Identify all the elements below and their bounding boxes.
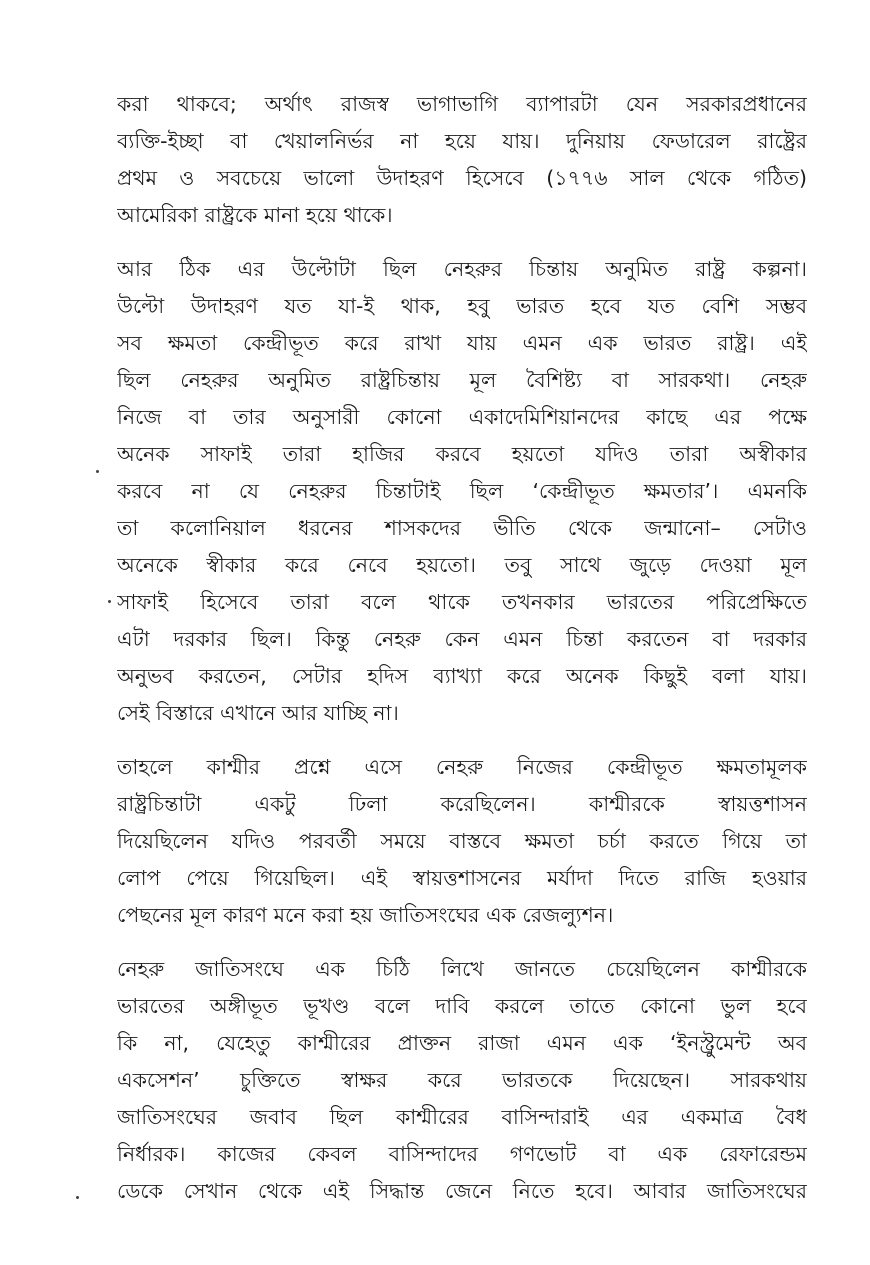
text-line: ভারতের অঙ্গীভূত ভূখণ্ড বলে দাবি করলে তাতে কোনো ভুল হবে: [117, 994, 807, 1018]
text-line: অনেক সাফাই তারা হাজির করবে হয়তো যদিও তারা অস্বীকার: [117, 442, 807, 466]
scan-speck: [108, 600, 111, 603]
text-line: তা কলোনিয়াল ধরনের শাসকদের ভীতি থেকে জন্মানো– সেটাও: [117, 516, 807, 540]
text-line: নিজে বা তার অনুসারী কোনো একাদেমিশিয়ানদের কাছে এর পক্ষে: [117, 405, 807, 429]
text-line: একসেশন’ চুক্তিতে স্বাক্ষর করে ভারতকে দিয়েছেন। সারকথায়: [117, 1068, 807, 1092]
text-line: অনুভব করতেন, সেটার হদিস ব্যাখ্যা করে অনেক কিছুই বলা যায়।: [117, 664, 807, 688]
text-line: সেই বিস্তারে এখানে আর যাচ্ছি না।: [117, 701, 399, 725]
paragraph-1: [117, 86, 807, 234]
text-line: করা থাকবে; অর্থাৎ রাজস্ব ভাগাভাগি ব্যাপারটা যেন সরকারপ্রধানের: [117, 92, 807, 116]
text-line: পেছনের মূল কারণ মনে করা হয় জাতিসংঘের এক রেজল্যুশন।: [117, 903, 614, 927]
text-line: এটা দরকার ছিল। কিন্তু নেহরু কেন এমন চিন্তা করতেন বা দরকার: [117, 627, 807, 651]
text-line: তাহলে কাশ্মীর প্রশ্নে এসে নেহরু নিজের কেন্দ্রীভূত ক্ষমতামূলক: [117, 755, 807, 779]
text-line: রাষ্ট্রচিন্তাটা একটু ঢিলা করেছিলেন। কাশ্মীরকে স্বায়ত্তশাসন: [117, 792, 807, 816]
text-line: অনেকে স্বীকার করে নেবে হয়তো। তবু সাথে জুড়ে দেওয়া মূল: [117, 553, 807, 577]
text-line: সব ক্ষমতা কেন্দ্রীভূত করে রাখা যায় এমন এক ভারত রাষ্ট্র। এই: [117, 331, 807, 355]
text-line: উল্টো উদাহরণ যত যা-ই থাক, হবু ভারত হবে যত বেশি সম্ভব: [117, 294, 807, 318]
text-line: সাফাই হিসেবে তারা বলে থাকে তখনকার ভারতের পরিপ্রেক্ষিতে: [117, 590, 807, 614]
text-line: ব্যক্তি-ইচ্ছা বা খেয়ালনির্ভর না হয়ে যায়। দুনিয়ায় ফেডারেল রাষ্ট্রের: [117, 129, 807, 153]
text-line: প্রথম ও সবচেয়ে ভালো উদাহরণ হিসেবে (১৭৭৬ সাল থেকে গঠিত): [117, 166, 807, 190]
paragraph-3: [117, 749, 807, 934]
text-line: ডেকে সেখান থেকে এই সিদ্ধান্ত জেনে নিতে হবে। আবার জাতিসংঘের: [117, 1179, 807, 1203]
text-line: কি না, যেহেতু কাশ্মীরের প্রাক্তন রাজা এমন এক ‘ইনস্ট্রুমেন্ট অব: [117, 1031, 807, 1055]
scan-speck: [96, 470, 99, 473]
text-line: নির্ধারক। কাজের কেবল বাসিন্দাদের গণভোট বা এক রেফারেন্ডম: [117, 1142, 807, 1166]
scan-speck: [76, 1196, 79, 1199]
text-line: ছিল নেহরুর অনুমিত রাষ্ট্রচিন্তায় মূল বৈশিষ্ট্য বা সারকথা। নেহরু: [117, 368, 807, 392]
text-line: জাতিসংঘের জবাব ছিল কাশ্মীরের বাসিন্দারাই এর একমাত্র বৈধ: [117, 1105, 807, 1129]
paragraph-4: [117, 951, 807, 1210]
text-line: আর ঠিক এর উল্টোটা ছিল নেহরুর চিন্তায় অনুমিত রাষ্ট্র কল্পনা।: [117, 257, 807, 281]
text-line: করবে না যে নেহরুর চিন্তাটাই ছিল ‘কেন্দ্রীভূত ক্ষমতার’। এমনকি: [117, 479, 807, 503]
text-line: নেহরু জাতিসংঘে এক চিঠি লিখে জানতে চেয়েছিলেন কাশ্মীরকে: [117, 957, 807, 981]
text-line: দিয়েছিলেন যদিও পরবর্তী সময়ে বাস্তবে ক্ষমতা চর্চা করতে গিয়ে তা: [117, 829, 807, 853]
text-line: লোপ পেয়ে গিয়েছিল। এই স্বায়ত্তশাসনের মর্যাদা দিতে রাজি হওয়ার: [117, 866, 807, 890]
paragraph-2: [117, 251, 807, 732]
text-line: আমেরিকা রাষ্ট্রকে মানা হয়ে থাকে।: [117, 203, 393, 227]
body-text: [117, 86, 807, 1227]
